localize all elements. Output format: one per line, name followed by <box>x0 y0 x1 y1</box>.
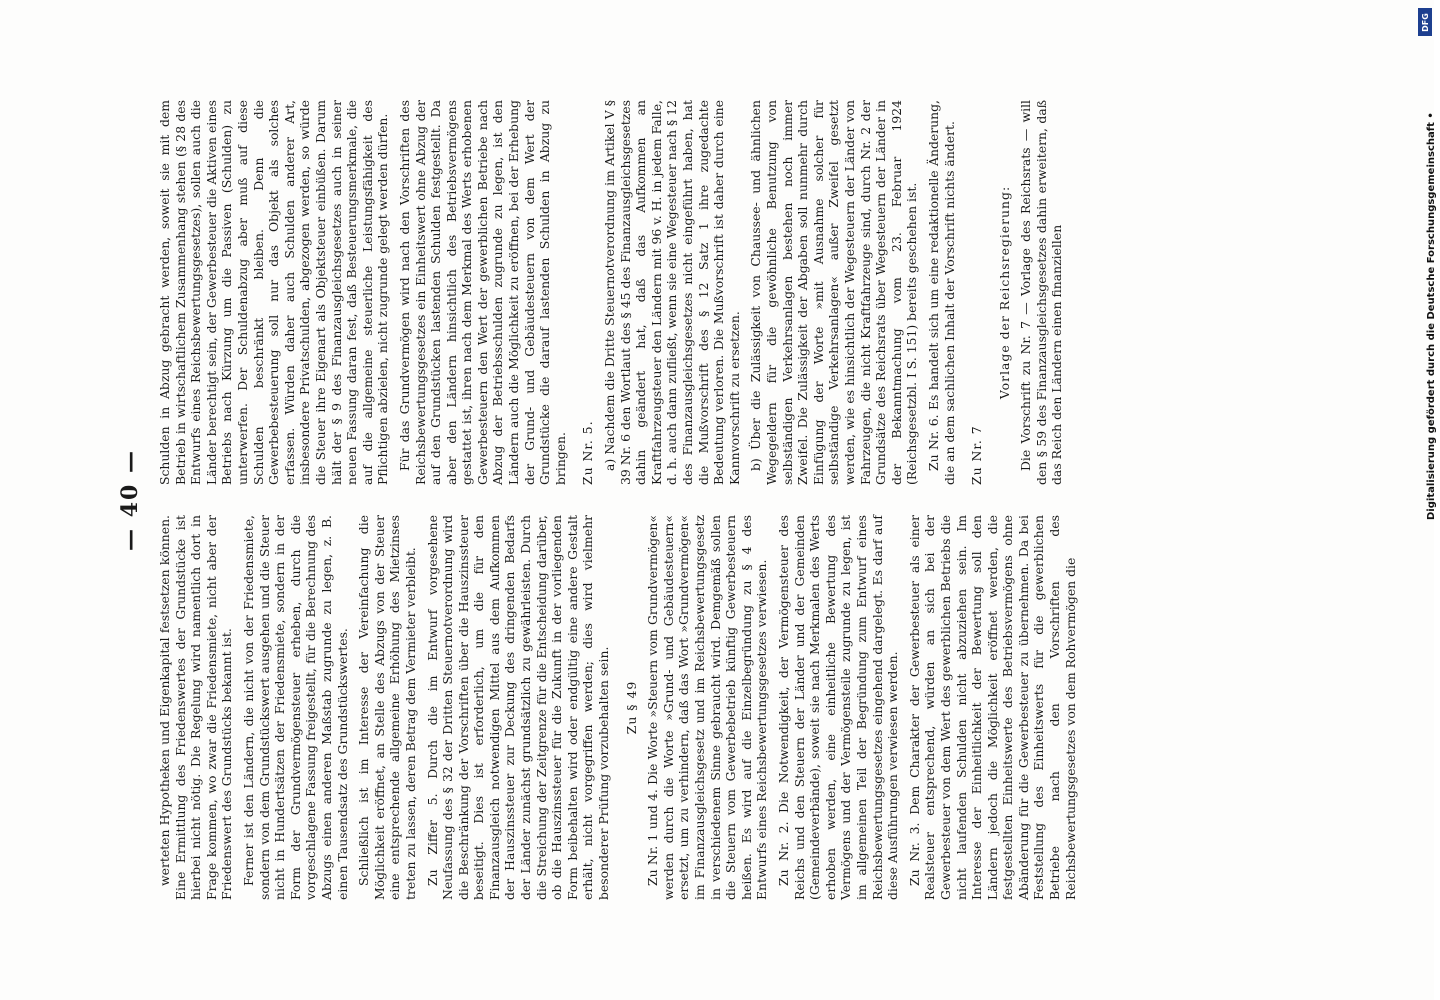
page-number: — 40 — <box>117 449 143 551</box>
paragraph: Für das Grundvermögen wird nach den Vorschriften des Reichsbewertungsgesetzes ein Einheitswert ohne Abzug der auf den Grundstücken lastenden Schulden festgestellt. Da aber den Ländern hinsichtlich des Betriebsvermögens gestattet ist, ihren nach dem Merkmal des Werts erhobenen Gewerbesteuern den Wert der gewerblichen Betriebe nach Abzug der Betriebsschulden zugrunde zu legen, ist den Ländern auch die Möglichkeit zu eröffnen, bei der Erhebung der Grund- und Gebäudesteuern von dem Wert der Grundstücke die darauf lastenden Schulden in Abzug zu bringen. <box>396 100 568 485</box>
paragraph: Schließlich ist im Interesse der Vereinfachung die Möglichkeit eröffnet, an Stelle des Abzugs von der Steuer eine entsprechende allgemeine Erhöhung des Mietzinses treten zu lassen, deren Betrag dem Vermieter verbleibt. <box>356 515 418 900</box>
paragraph: Schulden in Abzug gebracht werden, soweit sie mit dem Betrieb in wirtschaftlichem Zusammenhang stehen (§ 28 des Entwurfs eines Reichsbewertungsgesetzes), sollen auch die Länder berechtigt sein, der Gewerbesteuer die Aktiven eines Betriebs nach Kürzung um die Passiven (Schulden) zu unterwerfen. Der Schuldenabzug aber muß auf diese Schulden beschränkt bleiben. Denn die Gewerbebesteuerung soll nur das Objekt als solches erfassen. Würden daher auch Schulden anderer Art, insbesondere Privatschulden, abgezogen werden, so würde die Steuer ihre Eigenart als Objektsteuer einbüßen. Darum hält der § 9 des Finanzausgleichsgesetzes auch in seiner neuen Fassung daran fest, daß Besteuerungsmerkmale, die auf die allgemeine steuerliche Leistungsfähigkeit des Pflichtigen abzielen, nicht zugrunde gelegt werden dürfen. <box>157 100 391 485</box>
paragraph: a) Nachdem die Dritte Steuernotverordnung im Artikel V § 39 Nr. 6 den Wortlaut des § 45 des Finanzausgleichsgesetzes dahin geändert hat, daß das Aufkommen an Kraftfahrzeugsteuer den Ländern mit 96 v. H. in jedem Falle, d. h. auch dann zufließt, wenn sie eine Wegesteuer nach § 12 des Finanzausgleichsgesetzes nicht eingeführt haben, hat die Mußvorschrift des § 12 Satz 1 ihre zugedachte Bedeutung verloren. Die Mußvorschrift ist daher durch eine Kannvorschrift zu ersetzen. <box>602 100 742 485</box>
paragraph: Zu Ziffer 5. Durch die im Entwurf vorgesehene Neufassung des § 32 der Dritten Steuernotverordnung wird die Beschränkung der Vorschriften über die Hauszinssteuer beseitigt. Dies ist erforderlich, um die für den Finanzausgleich notwendigen Mittel aus dem Aufkommen der Hauszinssteuer zur Deckung des dringenden Bedarfs der Länder zunächst grundsätzlich zu gewährleisten. Durch die Streichung der Zeitgrenze für die Entscheidung darüber, ob die Hauszinssteuer für die Zukunft in der vorliegenden Form beibehalten wird oder endgültig eine andere Gestalt erhält, nicht vorgegriffen werden; dies wird vielmehr besonderer Prüfung vorzubehalten sein. <box>424 515 612 900</box>
paragraph-nr6 <box>926 100 957 485</box>
section-heading-nr7: Zu Nr. 7 <box>969 425 985 485</box>
paragraph: Zu Nr. 3. Dem Charakter der Gewerbesteuer als einer Realsteuer entsprechend, würden an sich bei der Gewerbesteuer von dem Wert des gewerblichen Betriebs die nicht laufenden Schulden nicht abzuziehen sein. Im Interesse der Einheitlichkeit der Bewertung soll den Ländern jedoch die Möglichkeit eröffnet werden, die festgestellten Einheitswerte des Betriebsvermögens ohne Abänderung für die Gewerbesteuer zu übernehmen. Da bei Feststellung des Einheitswerts für die gewerblichen Betriebe nach den Vorschriften des Reichsbewertungsgesetzes von dem Rohvermögen die <box>906 515 1078 900</box>
paragraph: Zu Nr. 2. Die Notwendigkeit, der Vermögensteuer des Reichs und den Steuern der Länder und der Gemeinden (Gemeindeverbände), soweit sie nach Merkmalen des Werts erhoben werden, eine einheitliche Bewertung des Vermögens und der Vermögensteile zugrunde zu legen, ist im allgemeinen Teil der Begründung zum Entwurf eines Reichsbewertungsgesetzes eingehend dargelegt. Es darf auf diese Ausführungen verwiesen werden. <box>775 515 901 900</box>
paragraph: werteten Hypotheken und Eigenkapital festsetzen können. Eine Ermittlung des Friedenswertes der Grundstücke ist hierbei nicht nötig. Die Regelung wird namentlich dort in Frage kommen, wo zwar die Friedensmiete, nicht aber der Friedenswert des Grundstücks bekannt ist. <box>157 515 235 900</box>
vorlage-heading: Vorlage der Reichsregierung: <box>996 185 1012 400</box>
dfg-logo <box>1418 8 1432 36</box>
sidebar-credit <box>1412 40 1437 520</box>
paragraph: Die Vorschrift zu Nr. 7 — Vorlage des Reichsrats — will den § 59 des Finanzausgleichsgesetzes dahin erweitern, daß das Reich den Ländern einen finanziellen <box>1018 100 1065 485</box>
paragraph: Zu Nr. 1 und 4. Die Worte »Steuern vom Grundvermögen« werden durch die Worte »Grund- und Gebäudesteuern« ersetzt, um zu verhindern, daß das Wort »Grundvermögen« im Finanzausgleichsgesetz und im Reichsbewertungsgesetz in verschiedenem Sinne gebraucht wird. Demgemäß sollen die Steuern vom Gewerbebetrieb künftig Gewerbesteuern heißen. Es wird auf die Einzelbegründung zu § 4 des Entwurfs eines Reichsbewertungsgesetzes verwiesen. <box>645 515 770 900</box>
digitization-credit-text: Digitalisierung gefördert durch die Deutsche Forschungsgemeinschaft • <box>1426 112 1437 520</box>
nr6-text: Es handelt sich um eine redaktionelle Änderung, die an dem sachlichen Inhalt der Vorschrift nichts ändert. <box>925 100 957 485</box>
right-column <box>157 100 1071 485</box>
section-heading-49: Zu § 49 <box>623 680 639 735</box>
section-heading-nr5: Zu Nr. 5. <box>580 420 596 485</box>
paragraph: b) Über die Zulässigkeit von Chaussee- und ähnlichen Wegegeldern für die gewöhnliche Benutzung von selbständigen Verkehrsanlagen bestehen noch immer Zweifel. Die Zulässigkeit der Abgaben soll nunmehr durch Einfügung der Worte »mit Ausnahme solcher für selbständige Verkehrsanlagen« außer Zweifel gesetzt werden, wie es hinsichtlich der Wegesteuern der Länder von Fahrzeugen, die nicht Kraftfahrzeuge sind, durch Nr. 2 der Grundsätze des Reichsrats über Wegesteuern der Länder in der Bekanntmachung vom 23. Februar 1924 (Reichsgesetzbl. I S. 151) bereits geschehen ist. <box>748 100 920 485</box>
dfg-logo-text: DFG <box>1420 12 1430 32</box>
paragraph: Ferner ist den Ländern, die nicht von der Friedensmiete, sondern von dem Grundstückswert ausgehen und die Steuer nicht in Hundertsätzen der Friedensmiete, sondern in der Form der Grundvermögensteuer erheben, durch die vorgeschlagene Fassung freigestellt, für die Berechnung des Abzugs einen anderen Maßstab zugrunde zu legen, z. B. einen Tausendsatz des Grundstückswertes. <box>240 515 350 900</box>
left-column <box>157 515 1084 900</box>
rotated-document-page <box>117 100 1297 900</box>
nr6-label: Zu Nr. 6. <box>925 414 941 471</box>
